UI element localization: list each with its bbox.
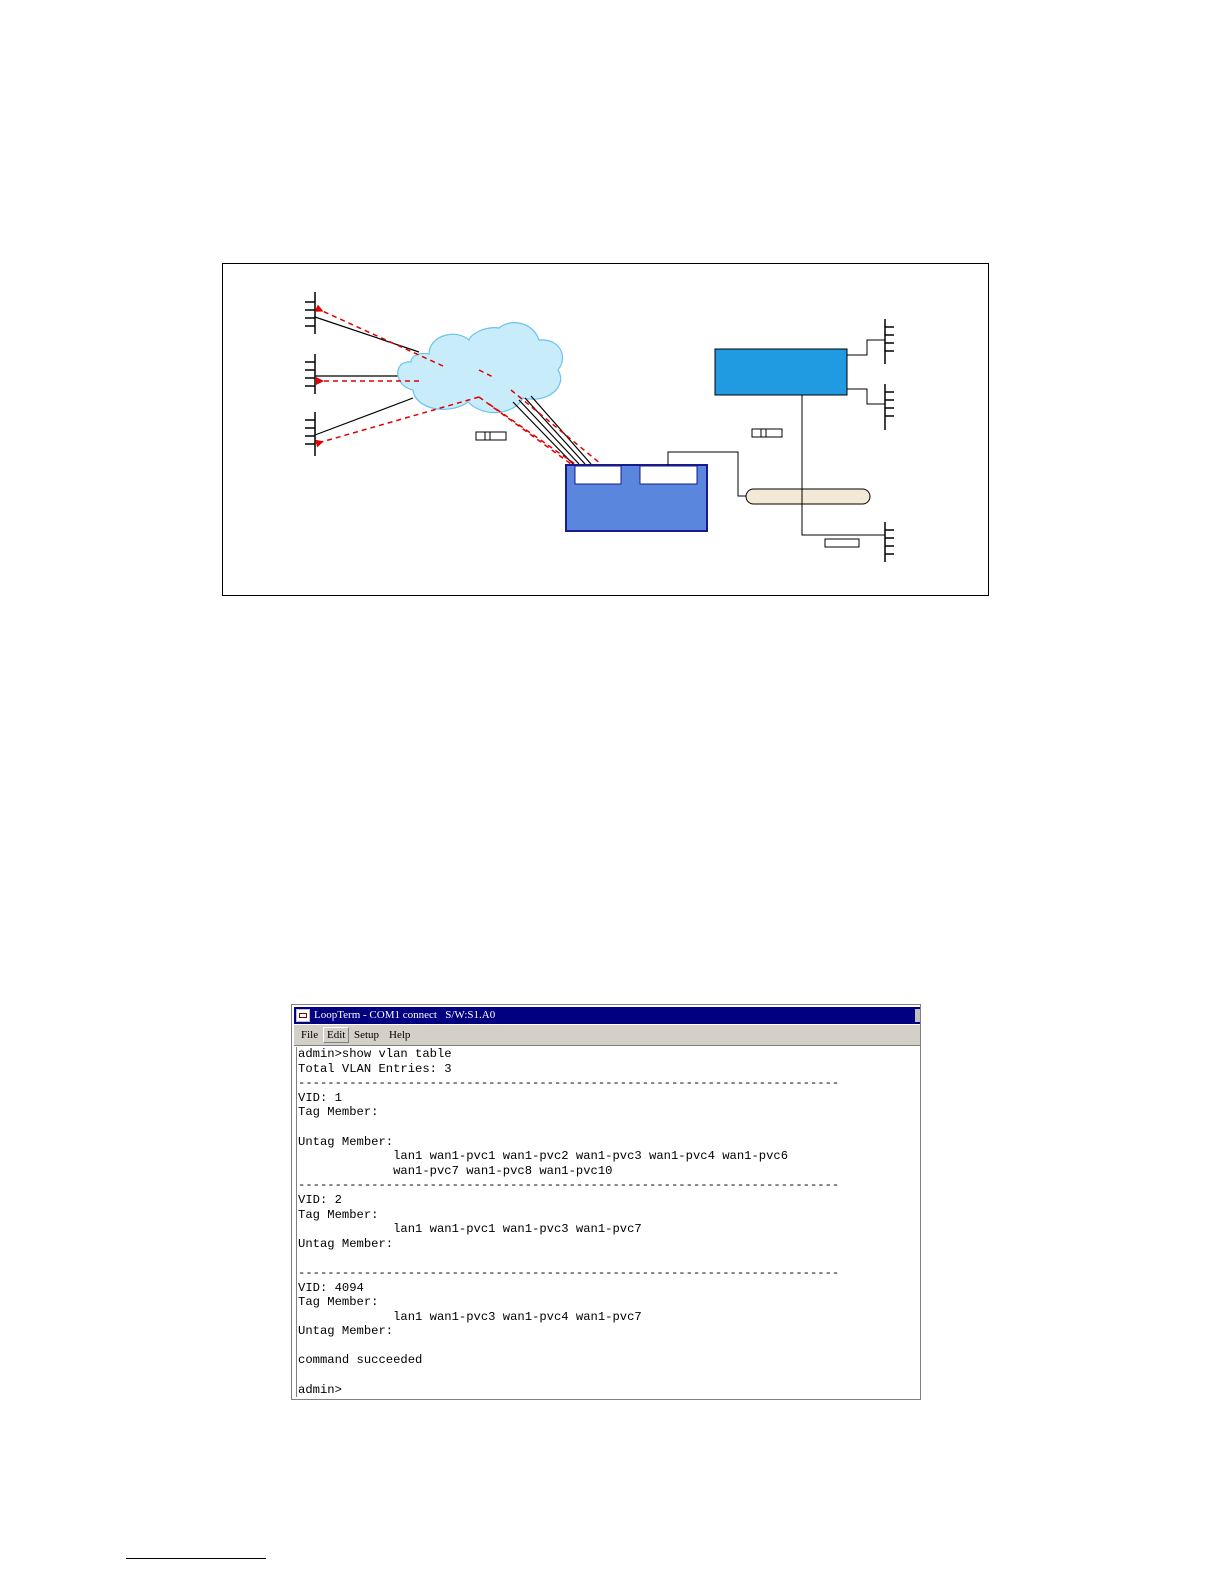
menu-setup[interactable]: Setup [354,1029,380,1041]
middle-tag-box [752,429,782,437]
right-host-bus-1 [885,319,894,364]
right-host-bus-2 [885,384,894,430]
terminal-window [291,1004,921,1400]
router-device [566,465,707,531]
window-control-button[interactable] [915,1009,920,1022]
left-host-bus-1 [305,292,315,334]
left-host-bus-3 [305,412,315,456]
router-port-2 [640,466,697,484]
left-host-bus-2 [305,354,315,394]
menu-file[interactable]: File [301,1029,319,1041]
footnote-rule [126,1558,266,1559]
diagram-canvas [223,264,990,597]
network-diagram [222,263,989,596]
lan-segment-pill [746,489,870,504]
right-host-bus-3 [885,522,894,562]
cloud-shape [398,323,563,413]
left-tag-box [476,432,506,440]
title-bar [294,1007,920,1024]
menu-edit[interactable]: Edit [323,1027,349,1043]
switch-to-bottom-link [802,395,885,535]
switch-to-right-bus-2 [847,389,885,404]
menu-bar [294,1025,920,1046]
terminal-app-icon [296,1009,310,1022]
switch-to-right-bus-1 [847,340,885,355]
switch-device [715,349,847,395]
menu-help[interactable]: Help [389,1029,411,1041]
bottom-tag-box [825,539,859,547]
router-port-1 [575,466,621,484]
window-title: LoopTerm - COM1 connect S/W:S1.A0 [314,1009,496,1021]
console-output[interactable]: admin>show vlan table Total VLAN Entries: 3 -------------------------------------------------------------------------- VID: 1 Tag Member: Untag Member: lan1 wan1-pvc1 wan1-pvc2 wan1-pvc3 wan1-pvc4 wan1-pvc6 wan1-pvc7 wan1-pvc8 wan1-pvc10 -------------------------------------------------------------------------- VID: 2 Tag Member: lan1 wan1-pvc1 wan1-pvc3 wan1-pvc7 Untag Member: -------------------------------------------------------------------------- VID: 4094 Tag Member: lan1 wan1-pvc3 wan1-pvc4 wan1-pvc7 Untag Member: command succeeded admin> [296,1047,918,1397]
